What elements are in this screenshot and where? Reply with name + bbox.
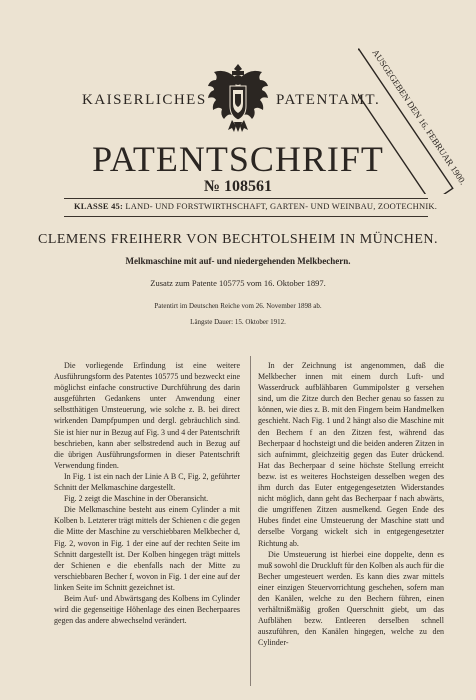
top-rule: [64, 198, 428, 199]
patent-date: Patentirt im Deutschen Reiche vom 26. November 1898 ab.: [154, 302, 322, 310]
invention-title: Melkmaschine mit auf- und niedergehenden Melkbechern.: [125, 256, 351, 266]
paragraph: Beim Auf- und Abwärtsgang des Kolbens im Cylinder wird die gegenseitige Höhenlage des einen Becherpaares gegen das andere abwechselnd verändert.: [54, 593, 240, 626]
header-left-text: KAISERLICHES: [82, 92, 207, 108]
addition-note: Zusatz zum Patente 105775 vom 16. Oktober 1897.: [150, 278, 326, 288]
right-text-column: [258, 360, 444, 648]
paragraph: In der Zeichnung ist angenommen, daß die Melkbecher innen mit einem durch Luft- und Wasserdruck aufblähbaren Gummipolster g versehen sind, um die Zitze durch den Becher genau so fassen zu können, wie dies z. B. mit den Fingern beim Handmelken geschieht. Nach Fig. 1 und 2 hängt also die Maschine mit den Bechern f an den Zitzen fest, während das Becherpaar d hochsteigt und die beiden anderen Zitzen in sich aufnimmt, gleichzeitig gegen das Euter drückend. Hat das Becherpaar d seine höchste Stellung erreicht bezw. ist es weiteres Hochsteigen desselben wegen des ihm durch das Euter entgegengesetzten Widerstandes nicht möglich, dann geht das Becherpaar f nach abwärts, die umgriffenen Zitzen ausmelkend. Gegen Ende des Hubes findet eine Umsteuerung der Maschine statt und derselbe Vorgang wickelt sich in entgegengesetzter Richtung ab.: [258, 361, 444, 548]
column-divider: [250, 356, 251, 686]
class-label: KLASSE 45:: [74, 201, 123, 211]
left-text-column: [54, 360, 240, 626]
class-line: [74, 201, 437, 211]
inventor-name: CLEMENS FREIHERR VON BECHTOLSHEIM IN MÜNCHEN.: [37, 232, 438, 247]
paragraph: Die vorliegende Erfindung ist eine weitere Ausführungsform des Patentes 105775 und bezweckt eine möglichst einfache constructive Durchführung des darin ausgeführten Gedankens unter Anwendung einer selbstthätigen Umsteuerung, wie solche z. B. bei direct wirkenden Dampfpumpen und dergl. gebräuchlich sind. Sie ist hier nur in Bezug auf Fig. 3 und 4 der Patentschrift beschrieben, kann aber selbstredend auch in Bezug auf die übrigen Ausführungsformen in dieser Patentschrift Verwendung finden.: [54, 361, 240, 470]
header-right-text: PATENTAMT.: [276, 92, 381, 108]
bottom-rule: [64, 216, 428, 217]
paragraph: Fig. 2 zeigt die Maschine in der Oberansicht.: [64, 494, 209, 504]
document-title: PATENTSCHRIFT: [92, 139, 384, 179]
paragraph: Die Melkmaschine besteht aus einem Cylinder a mit Kolben b. Letzterer trägt mittels der Schienen c die gegen die Mitte der Maschine zu verschiebbaren Melkbecher d, Fig. 2, wovon in Fig. 1 der eine auf der rechten Seite im Schnitt dargestellt ist. Der Kolben hingegen trägt mittels der Schienen e die ebenfalls nach der Mitte zu verschiebbaren Becher f, wovon in Fig. 1 der eine auf der linken Seite im Schnitt gezeichnet ist.: [54, 505, 240, 592]
imperial-eagle-icon: [206, 60, 270, 136]
class-text: LAND- UND FORSTWIRTHSCHAFT, GARTEN- UND WEINBAU, ZOOTECHNIK.: [125, 201, 438, 211]
patent-duration: Längste Dauer: 15. Oktober 1912.: [190, 318, 286, 326]
paragraph: In Fig. 1 ist ein nach der Linie A B C, Fig. 2, geführter Schnitt der Melkmaschine dargestellt.: [54, 471, 240, 493]
paragraph: Die Umsteuerung ist hierbei eine doppelte, denn es muß sowohl die Druckluft für den Kolben als auch für die Becher umgesteuert werden. Es kann dies zwar mittels einer einzigen Steuervorrichtung geschehen, sofern man den Kanälen, welche zu den Bechern führen, einen verhältnißmäßig großen Querschnitt giebt, um das Aufblähen bezw. Entleeren derselben schnell auszuführen, den Kanälen hingegen, welche zu den Cylinder-: [258, 549, 444, 648]
patent-number: № 108561: [203, 178, 273, 195]
stamp-text: AUSGEGEBEN DEN 16. FEBRUAR 1900.: [370, 47, 469, 187]
